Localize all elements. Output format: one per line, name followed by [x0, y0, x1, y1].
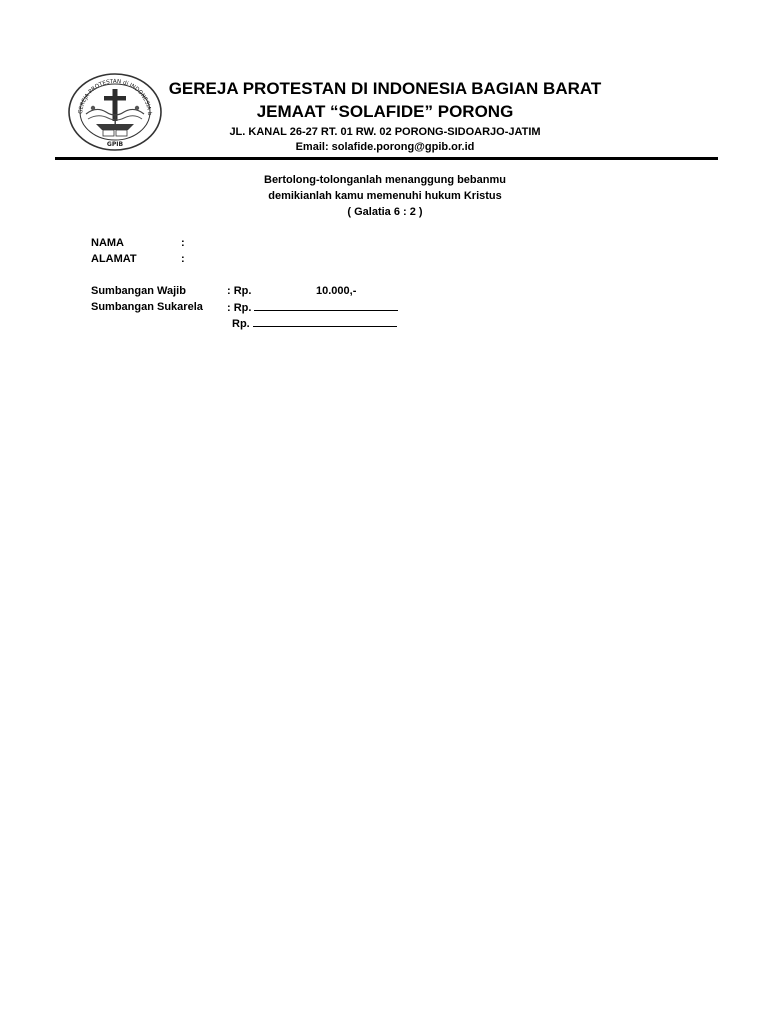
sumbangan-sukarela-line-2: [232, 315, 397, 332]
sumbangan-wajib-amount: 10.000,-: [316, 285, 357, 297]
alamat-colon: :: [181, 253, 185, 265]
sukarela-amount-blank-2: [253, 315, 397, 327]
logo-ring-text: GEREJA PROTESTAN di INDONESIA b: [78, 78, 153, 116]
sumbangan-wajib-rp: : Rp.: [227, 285, 252, 297]
nama-colon: :: [181, 237, 185, 249]
logo-gpib-text: GPIB: [106, 141, 124, 148]
congregation-name: JEMAAT “SOLAFIDE” PORONG: [256, 102, 514, 121]
alamat-label: ALAMAT: [91, 253, 137, 265]
verse-line-1: Bertolong-tolonganlah menanggung bebanmu: [264, 174, 506, 186]
church-address: JL. KANAL 26-27 RT. 01 RW. 02 PORONG-SIDOARJO-JATIM: [229, 126, 541, 138]
sumbangan-sukarela-rp: : Rp.: [227, 302, 252, 314]
sumbangan-sukarela-label: Sumbangan Sukarela: [91, 301, 203, 313]
sukarela-amount-blank-1: [254, 299, 398, 311]
organization-name: GEREJA PROTESTAN DI INDONESIA BAGIAN BARAT: [168, 79, 602, 98]
header-divider: [55, 157, 718, 160]
verse-reference: ( Galatia 6 : 2 ): [347, 206, 423, 218]
verse-line-2: demikianlah kamu memenuhi hukum Kristus: [268, 190, 502, 202]
sumbangan-wajib-label: Sumbangan Wajib: [91, 285, 186, 297]
sumbangan-sukarela-rp-2: Rp.: [232, 318, 250, 330]
nama-label: NAMA: [91, 237, 124, 249]
church-email: Email: solafide.porong@gpib.or.id: [295, 141, 475, 153]
sumbangan-sukarela-line-1: [227, 299, 398, 316]
